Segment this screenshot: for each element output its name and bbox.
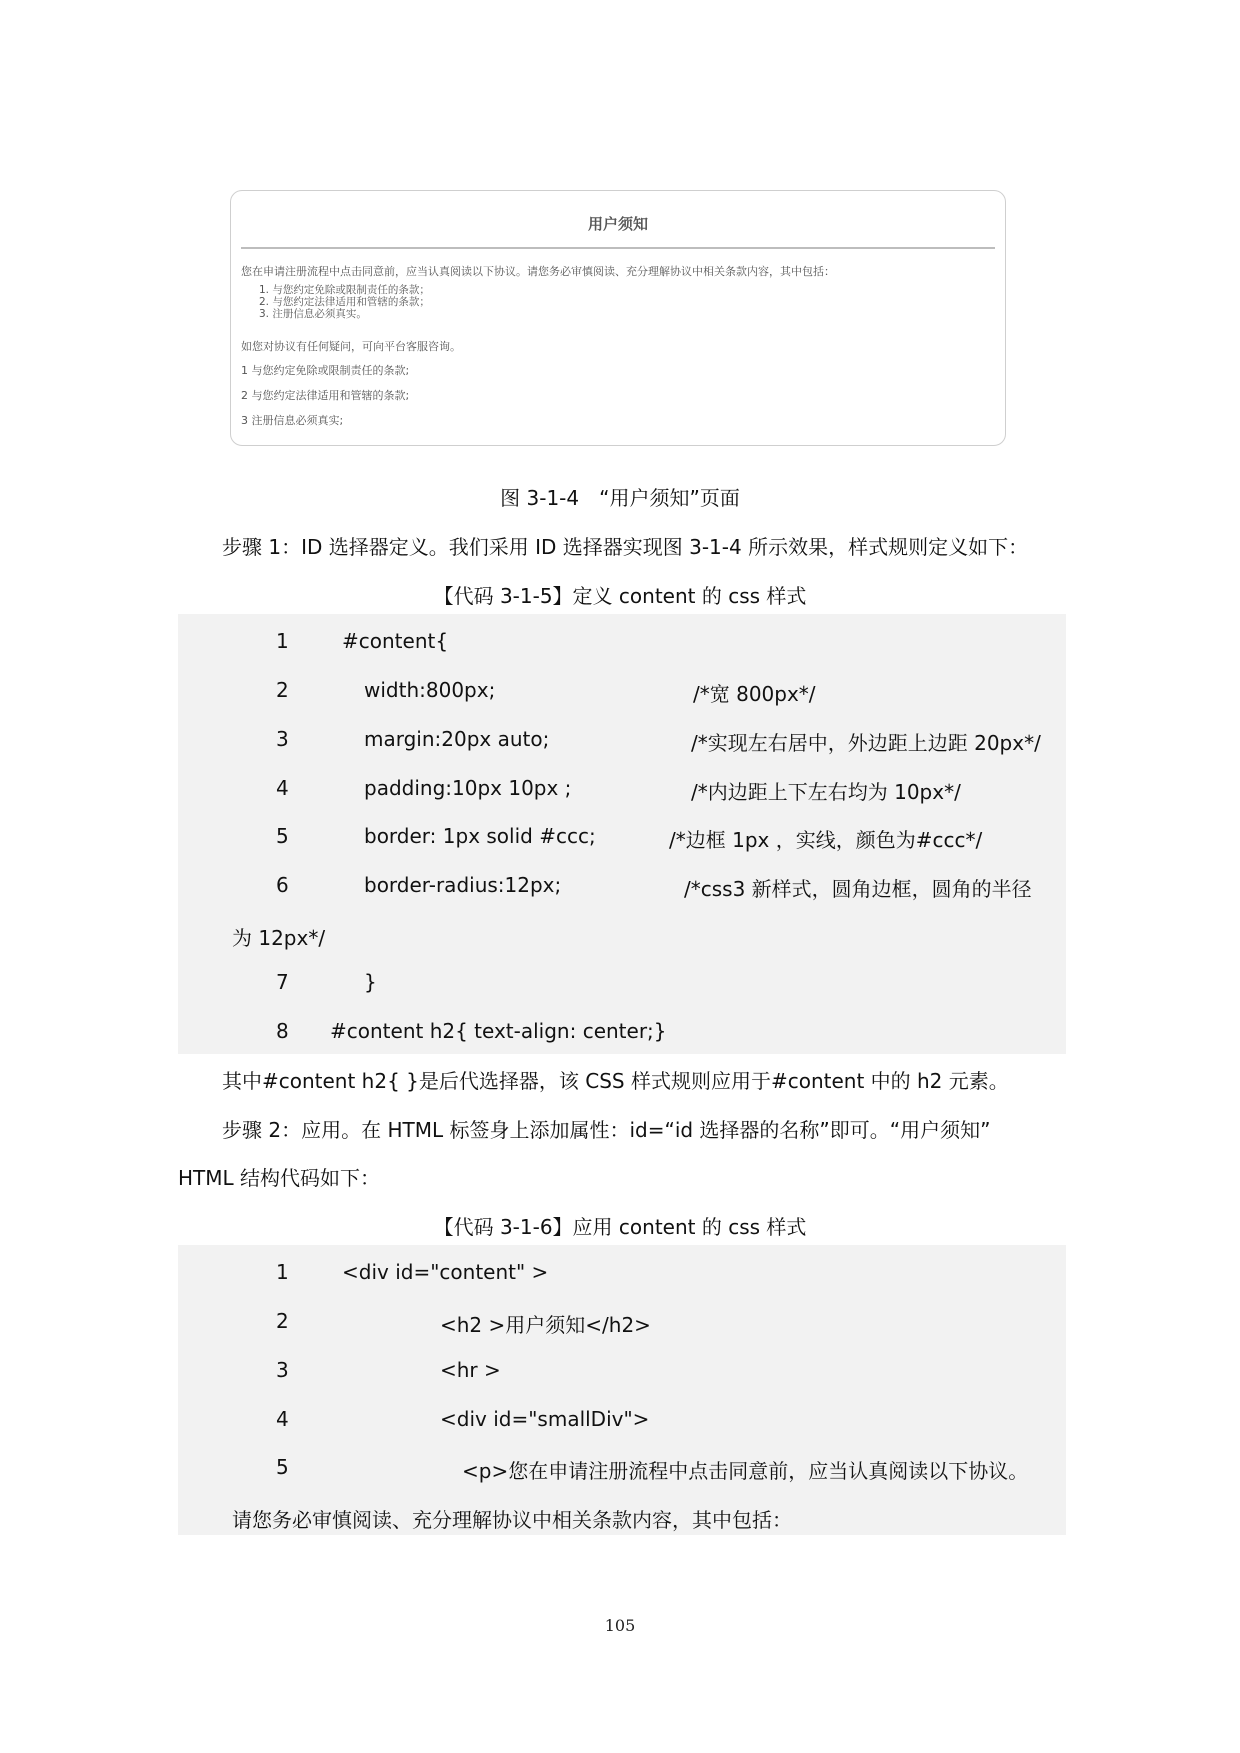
line-number: 5 [276,824,289,848]
code-line: <p>您在申请注册流程中点击同意前，应当认真阅读以下协议。 [462,1459,1029,1483]
figure-question: 如您对协议有任何疑问，可向平台客服咨询。 [241,340,461,353]
figure-list-item: 1. 与您约定免除或限制责任的条款； [259,284,430,296]
code-line: <div id="smallDiv"> [440,1407,650,1431]
step2-paragraph: 步骤 2：应用。在 HTML 标签身上添加属性：id=“id 选择器的名称”即可。“用户须知” [222,1118,991,1142]
code-line: border-radius:12px; [364,873,562,897]
figure-intro: 您在申请注册流程中点击同意前，应当认真阅读以下协议。请您务必审慎阅读、充分理解协议中相关条款内容，其中包括： [241,265,835,278]
code1-title: 【代码 3-1-5】定义 content 的 css 样式 [433,584,807,608]
figure-list-item: 2. 与您约定法律适用和管辖的条款； [259,296,430,308]
figure-item: 2 与您约定法律适用和管辖的条款; [241,389,410,402]
figure-item: 1 与您约定免除或限制责任的条款; [241,364,410,377]
code-line-wrap: 为 12px*/ [232,926,326,950]
figure-title: 用户须知 [587,215,648,233]
line-number: 8 [276,1019,289,1043]
code-line: width:800px; [364,678,496,702]
line-number: 1 [276,629,289,653]
code-line: border: 1px solid #ccc; [364,824,596,848]
figure-divider [241,247,995,249]
code2-title: 【代码 3-1-6】应用 content 的 css 样式 [433,1215,807,1239]
code-comment: /*css3 新样式，圆角边框，圆角的半径 [684,877,1032,901]
line-number: 2 [276,678,289,702]
figure-item: 3 注册信息必须真实; [241,414,344,427]
code-line: #content{ [342,629,449,653]
code-line: margin:20px auto; [364,727,550,751]
step1-paragraph: 步骤 1：ID 选择器定义。我们采用 ID 选择器实现图 3-1-4 所示效果，样式规则定义如下： [222,535,1029,559]
line-number: 3 [276,1358,289,1382]
line-number: 5 [276,1455,289,1479]
line-number: 4 [276,776,289,800]
line-number: 7 [276,970,289,994]
code-line-wrap: 请您务必审慎阅读、充分理解协议中相关条款内容，其中包括： [232,1508,792,1532]
line-number: 4 [276,1407,289,1431]
code-line: #content h2{ text-align: center;} [330,1019,667,1043]
code-comment: /*宽 800px*/ [693,682,816,706]
code-line: <hr > [440,1358,501,1382]
code-block-html [178,1245,1066,1535]
code-line: <h2 >用户须知</h2> [440,1313,651,1337]
line-number: 1 [276,1260,289,1284]
code-line: <div id="content" > [342,1260,549,1284]
explain-paragraph: 其中#content h2{ }是后代选择器，该 CSS 样式规则应用于#content 中的 h2 元素。 [222,1069,1009,1093]
code-line: } [364,970,377,994]
line-number: 6 [276,873,289,897]
code-comment: /*边框 1px ，实线，颜色为#ccc*/ [669,828,983,852]
code-block-css [178,614,1066,1054]
figure-caption: 图 3-1-4 “用户须知”页面 [500,486,740,510]
line-number: 3 [276,727,289,751]
code-comment: /*内边距上下左右均为 10px*/ [691,780,961,804]
step2-paragraph-continued: HTML 结构代码如下： [178,1166,381,1190]
figure-user-notice [230,190,1006,446]
code-line: padding:10px 10px ; [364,776,572,800]
page-number: 105 [604,1616,636,1635]
figure-list-item: 3. 注册信息必须真实。 [259,308,367,320]
code-comment: /*实现左右居中，外边距上边距 20px*/ [691,731,1041,755]
line-number: 2 [276,1309,289,1333]
